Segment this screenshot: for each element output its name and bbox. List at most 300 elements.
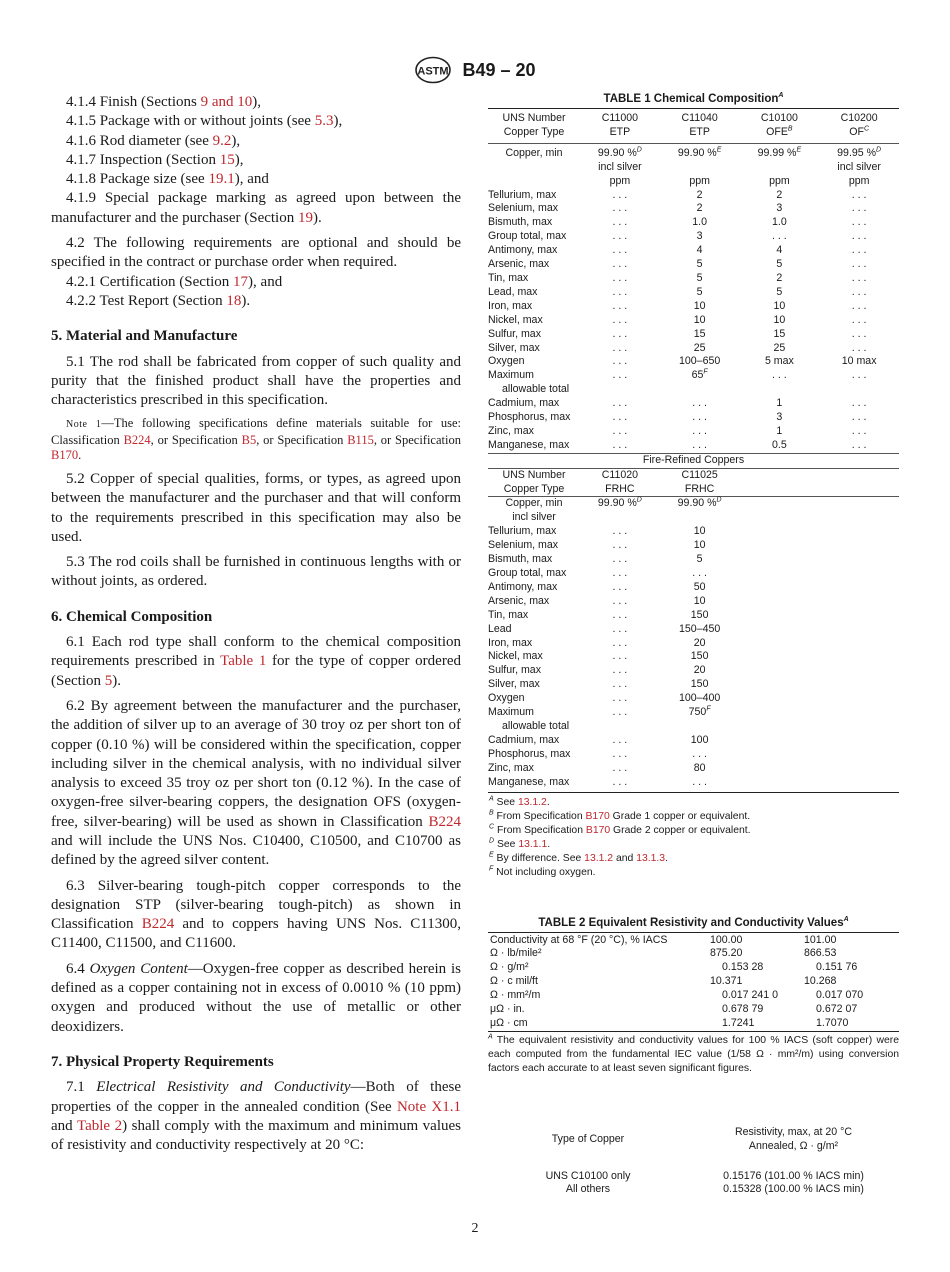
t1-copper-value: 99.90 %$^E$ [677, 146, 722, 159]
t1-fr-row-label: Selenium, max [488, 539, 559, 552]
t1-uns-value: C10200 [840, 112, 878, 124]
t2-row [488, 975, 899, 989]
t1-row-value: . . . [612, 438, 628, 451]
t1-row-value: . . . [612, 299, 628, 312]
t1-row-value: . . . [612, 355, 628, 368]
t1-row-label: Oxygen [488, 355, 525, 368]
t1-row-value: . . . [851, 271, 867, 284]
t1-row-value: . . . [612, 327, 628, 340]
t1-row-value: 1 [776, 424, 783, 437]
t1-row-label: Lead, max [488, 285, 538, 298]
t1-fr-row-value [740, 748, 820, 762]
t1-fr-row [488, 553, 899, 567]
t1-fr-row-value [819, 609, 899, 623]
t2-value-101: 10.268 [804, 975, 837, 988]
t2-value-100: 0.017 241 0 [722, 989, 778, 1002]
t1-fr-row-label: Lead [488, 622, 512, 635]
t1-copper-label: Copper, min [505, 497, 563, 510]
t2-row [488, 1017, 899, 1031]
t1-uns-value: C11000 [601, 112, 639, 124]
t1-fr-row-value: 20 [693, 636, 706, 649]
t1-footnote: $^C$ From Specification B170 Grade 2 copper or equivalent. [489, 823, 751, 836]
t1-row-value: . . . [612, 411, 628, 424]
t1-fr-row-value [819, 748, 899, 762]
t1-row-label: Iron, max [488, 299, 533, 312]
t1-fr-row-value: . . . [692, 567, 707, 579]
t1-fr-row-value [740, 762, 820, 776]
t1-row-value: 3 [776, 411, 783, 424]
page-header [0, 56, 950, 84]
t1-fr-row-value: 150 [690, 650, 709, 663]
t1-row [488, 355, 899, 369]
t1-row [488, 411, 899, 425]
t1-footnote: $^D$ See 13.1.1. [489, 837, 551, 850]
t1-uns-value: C11040 [681, 112, 718, 124]
t1-maxtotal-label: Maximum [488, 369, 534, 382]
t1-row [488, 189, 899, 203]
t1-fr-row-value: . . . [692, 747, 707, 760]
t1-footnote-link[interactable]: 13.1.1 [518, 838, 548, 850]
t1-fr-row-label: Nickel, max [488, 650, 543, 663]
t1-row-label: Cadmium, max [488, 397, 560, 410]
t1-fr-row-value: 10 [693, 539, 706, 552]
t1-ppm-value: ppm [769, 174, 790, 187]
t1-row-label: Manganese, max [488, 438, 570, 451]
link-b115[interactable]: B115 [347, 432, 374, 447]
col-head-resistivity: Resistivity, max, at 20 °C Annealed, Ω · g/m² [688, 1118, 899, 1162]
t1-fr-row-label: Sulfur, max [488, 664, 541, 677]
t1-footnote: $^B$ From Specification B170 Grade 1 copper or equivalent. [489, 809, 751, 822]
t1-row-value: . . . [851, 230, 867, 243]
t1-fr-row-value [819, 581, 899, 595]
t1-copper-value: 99.99 %$^E$ [757, 146, 802, 159]
t2-value-101: 0.017 070 [816, 989, 864, 1002]
t1-fr-row-value: . . . [612, 553, 628, 566]
t1-maxtotal-value: . . . [612, 369, 628, 382]
t2-row [488, 947, 899, 961]
t1-fr-row-label: Manganese, max [488, 776, 580, 792]
t1-fr-row-value: 80 [693, 761, 706, 774]
t1-fr-row-value [819, 734, 899, 748]
t1-fr-row-value [740, 567, 820, 581]
t1-fr-row-label: Iron, max [488, 636, 533, 649]
t1-copper-value: 99.95 %$^D$ [837, 146, 882, 159]
para-5-2: 5.2 Copper of special qualities, forms, or types, as agreed upon between the manufacturer and the purchaser and that will conform to the requirements prescribed in this specification may also be used. [51, 470, 461, 545]
t1-fr-maxtotal-value: . . . [612, 706, 628, 719]
t1-row-value: . . . [851, 244, 867, 257]
table-1-chemical-composition [488, 108, 899, 793]
t1-fr-row-value: . . . [612, 608, 628, 621]
t1-row-value: 25 [773, 341, 786, 354]
t2-value-100: 875.20 [710, 947, 743, 960]
t1-type-label: Copper Type [503, 125, 565, 138]
t1-footnote-link[interactable]: 13.1.2 [584, 852, 614, 864]
t1-silver-row-2 [488, 511, 899, 525]
t1-row-value: 3 [776, 202, 783, 215]
list-item-4-2-link-1[interactable]: 18 [226, 292, 242, 309]
table-2-resistivity [488, 932, 899, 1032]
list-item-4-1-link-1[interactable]: 5.3 [314, 113, 334, 130]
t1-fr-row-value [819, 678, 899, 692]
para-5-1: 5.1 The rod shall be fabricated from copper of such quality and purity that the finished product shall have the properties and characteristics prescribed in this specification. [51, 353, 461, 409]
t2-value-101: 866.53 [804, 947, 837, 960]
t1-row-value: 25 [693, 341, 706, 354]
link-note-x1-1[interactable]: Note X1.1 [396, 1098, 461, 1115]
t1-ppm-value: ppm [609, 174, 631, 187]
t1-fr-row-label: Phosphorus, max [488, 747, 571, 760]
t1-row [488, 314, 899, 328]
t1-fr-row [488, 525, 899, 539]
t1-fr-maxtotal-row [488, 706, 899, 720]
t1-row [488, 202, 899, 216]
t1-fr-row-value: 100 [690, 733, 709, 746]
t1-fr-maxtotal-label2: allowable total [502, 719, 570, 732]
t2-value-101: 0.672 07 [816, 1003, 858, 1016]
t1-uns-label: UNS Number [502, 112, 566, 124]
t1-row-value: . . . [851, 397, 867, 410]
t1-fr-row-value: 5 [696, 553, 703, 566]
designation: B49 – 20 [462, 59, 536, 80]
t2-value-101: 101.00 [798, 932, 899, 947]
t1-fr-row-value: . . . [612, 678, 628, 691]
t1-row-value: . . . [612, 230, 628, 243]
t1-footnote-link[interactable]: B170 [585, 810, 610, 822]
t1-copper-row [488, 143, 899, 160]
t2-row [488, 932, 899, 947]
t1-fr-row-value [740, 776, 820, 792]
t3-row [488, 1170, 899, 1184]
t1-maxtotal-row [488, 369, 899, 383]
t1-fr-row [488, 776, 899, 792]
t1-row-value: . . . [692, 438, 707, 451]
t1-fr-row-value [740, 650, 820, 664]
list-item-4-1-2: 4.1.6 Rod diameter (see 9.2), [66, 132, 241, 149]
t1-fr-row [488, 748, 899, 762]
t1-row-value: . . . [612, 202, 628, 215]
t1-fr-row-value [819, 539, 899, 553]
t1-fr-row [488, 539, 899, 553]
t2-row [488, 989, 899, 1003]
t1-fr-row-value [740, 678, 820, 692]
t1-type-value: FRHC [684, 482, 715, 495]
t2-value-100: 100.00 [698, 932, 798, 947]
t1-fr-row [488, 623, 899, 637]
t1-fr-row-value: . . . [612, 567, 628, 579]
t1-fr-row-value: . . . [612, 733, 628, 746]
t1-footnote-link[interactable]: 13.1.3 [636, 852, 666, 864]
t3-value: 0.15176 (101.00 % IACS min) [723, 1169, 864, 1182]
t1-fr-row-value [740, 623, 820, 637]
t1-fr-row-value: . . . [612, 761, 628, 774]
list-item-4-1-link-4[interactable]: 19.1 [208, 171, 235, 188]
t1-footnote-link[interactable]: 13.1.2 [517, 796, 547, 808]
t1-fr-row-label: Tellurium, max [488, 525, 557, 538]
t1-fr-row-label: Bismuth, max [488, 553, 553, 566]
t1-row [488, 439, 899, 453]
t1-fr-row-label: Antimony, max [488, 580, 558, 593]
t1-fr-row-value: . . . [612, 692, 628, 705]
t1-footnote: $^E$ By difference. See 13.1.2 and 13.1.3. [489, 851, 668, 864]
t1-silver-row [488, 161, 899, 175]
table-1-caption: TABLE 1 Chemical Composition$^A$ [603, 92, 784, 105]
t3-type: UNS C10100 only [545, 1169, 631, 1182]
t1-row [488, 272, 899, 286]
list-item-4-2-1: 4.2.2 Test Report (Section 18). [66, 292, 251, 309]
t1-row-value: . . . [851, 438, 867, 451]
col-head-resistivity-2: Annealed, Ω · g/m² [748, 1139, 839, 1152]
t1-row [488, 216, 899, 230]
heading-section-7: 7. Physical Property Requirements [51, 1053, 274, 1070]
t1-row-label: Bismuth, max [488, 216, 553, 229]
list-4-1 [51, 93, 461, 189]
link-b170[interactable]: B170 [51, 448, 79, 463]
t1-fr-row-value [740, 553, 820, 567]
left-column [51, 93, 461, 1155]
link-table-1[interactable]: Table 1 [220, 653, 267, 670]
page-number: 2 [471, 1221, 479, 1236]
link-section-5[interactable]: 5 [104, 672, 113, 689]
t1-fr-row [488, 692, 899, 706]
list-item-4-1-link-0[interactable]: 9 and 10 [200, 94, 253, 110]
t1-type-value: ETP [689, 125, 710, 138]
list-item-4-1-0: 4.1.4 Finish (Sections 9 and 10), [66, 94, 262, 110]
note-1: Note 1—The following specifications define materials suitable for use: Classification B224, or Specification B5, or Specification B115, or Specification B170. [51, 416, 461, 463]
t1-row-value: . . . [612, 424, 628, 437]
t1-fr-row-label: Group total, max [488, 567, 567, 579]
t1-type-label: Copper Type [503, 482, 565, 495]
t1-row-value: . . . [851, 327, 867, 340]
t2-row [488, 961, 899, 975]
t1-fr-row-value: . . . [612, 747, 628, 760]
t1-row-value: 3 [696, 230, 703, 243]
t1-fr-maxtotal-value: $750^F$ [688, 705, 711, 719]
t1-fr-row [488, 637, 899, 651]
t1-row-value: . . . [612, 216, 628, 229]
t1-footnote-link[interactable]: B170 [585, 824, 611, 836]
t1-copper-label: Copper, min [505, 146, 563, 159]
t1-fr-row [488, 567, 899, 581]
t2-value-101: 0.151 76 [816, 961, 858, 974]
t1-row-value: . . . [851, 216, 867, 229]
t1-row-value: . . . [851, 188, 867, 201]
t1-fr-row-value [740, 734, 820, 748]
t1-fr-row-value [740, 595, 820, 609]
t1-fr-row-value [740, 637, 820, 651]
t1-row-label: Silver, max [488, 341, 540, 354]
link-b5[interactable]: B5 [241, 432, 257, 447]
t1-fr-maxtotal-label: Maximum [488, 706, 534, 719]
t1-row-value: 1.0 [692, 216, 707, 229]
t1-fr-row [488, 664, 899, 678]
t2-label: Ω · g/m² [490, 961, 529, 974]
t1-row-value: 5 [696, 258, 703, 271]
t1-maxtotal-value: . . . [851, 369, 867, 382]
t1-uns-value: C11020 [601, 468, 639, 481]
list-4-2 [51, 273, 461, 312]
t1-row-label: Antimony, max [488, 244, 558, 257]
link-section-19[interactable]: 19 [297, 209, 313, 226]
t1-fr-row-label: Cadmium, max [488, 733, 560, 746]
t2-label: μΩ · in. [490, 1003, 525, 1016]
t2-value-100: 1.7241 [698, 1017, 798, 1031]
t1-fr-row-label: Zinc, max [488, 761, 534, 774]
t1-type-value: FRHC [605, 482, 635, 495]
t1-fr-row-value: 150 [690, 678, 709, 691]
t1-fr-row-value [819, 637, 899, 651]
t1-fr-row-value: 10 [693, 525, 706, 538]
t1-row-value: 4 [696, 244, 703, 257]
t2-value-101: 1.7070 [798, 1017, 899, 1031]
t1-fr-row-value: . . . [660, 776, 740, 792]
t1-fr-row-value [740, 664, 820, 678]
t3-type: All others [565, 1183, 611, 1196]
t1-row-value: . . . [851, 299, 867, 312]
t1-fr-row-value: 150–450 [679, 622, 721, 635]
t1-row-value: . . . [851, 202, 867, 215]
t1-row-value: 5 [696, 271, 703, 284]
para-6-1: 6.1 Each rod type shall conform to the chemical composition requirements prescribed in Table 1 for the type of copper ordered (Section 5). [51, 634, 461, 689]
t1-row-value: 10 max [841, 355, 877, 368]
t1-copper-value: 99.90 %$^D$ [597, 146, 642, 159]
t1-fr-row-value [819, 525, 899, 539]
link-b224-2[interactable]: B224 [428, 813, 461, 830]
t1-uns-value: C10100 [760, 112, 798, 124]
list-item-4-2-link-0[interactable]: 17 [233, 273, 249, 290]
link-b224[interactable]: B224 [123, 432, 151, 447]
t1-row-value: 5 max [764, 355, 794, 368]
t1-uns-label: UNS Number [502, 468, 566, 481]
table-2-caption: TABLE 2 Equivalent Resistivity and Conductivity Values$^A$ [538, 915, 849, 929]
t1-row [488, 258, 899, 272]
col-head-type: Type of Copper [551, 1132, 625, 1145]
list-item-4-1-link-3[interactable]: 15 [219, 151, 235, 168]
t1-maxtotal-value: $65^F$ [691, 368, 708, 382]
t1-silver-value [740, 161, 820, 175]
t1-row-value: 1.0 [772, 216, 787, 229]
t1-row [488, 230, 899, 244]
t1-fr-row-value: . . . [612, 580, 628, 593]
link-b224-3[interactable]: B224 [141, 916, 175, 933]
t1-row-label: Arsenic, max [488, 258, 550, 271]
t1-row-value: 10 [693, 299, 706, 312]
list-item-4-2-0: 4.2.1 Certification (Section 17), and [66, 273, 283, 290]
t1-row [488, 244, 899, 258]
t2-label: Ω · lb/mile² [490, 947, 542, 960]
t1-silver-value: incl silver [837, 160, 881, 173]
t1-ppm-value: ppm [689, 174, 710, 187]
t1-row-value: . . . [612, 244, 628, 257]
t1-row [488, 300, 899, 314]
t1-row-value: . . . [612, 258, 628, 271]
table-resistivity-max [488, 1118, 899, 1198]
table-1-footnotes [488, 796, 899, 880]
t1-row-label: Sulfur, max [488, 327, 541, 340]
t1-fr-row-value: 20 [693, 664, 706, 677]
t1-fr-row-value [819, 553, 899, 567]
para-6-3: 6.3 Silver-bearing tough-pitch copper corresponds to the designation STP (silver-bearing tough-pitch) as shown in Classification B224 and to coppers having UNS Nos. C11300, C11400, C11500, and C11600. [51, 877, 461, 952]
t1-row-value: 5 [776, 285, 783, 298]
t1-row-value: 5 [696, 285, 703, 298]
t1-uns-value: C11025 [681, 468, 718, 481]
t1-fr-row [488, 650, 899, 664]
t1-fr-row-value [740, 609, 820, 623]
t1-maxtotal-label2: allowable total [502, 383, 570, 396]
table-2-footnote: $^A$ The equivalent resistivity and conductivity values for 100 % IACS (soft copper) were each computed from the fundamental IEC value (1/58 Ω · mm²/m) using conversion factors each accurate to at least seven significant figures. [488, 1033, 899, 1074]
t1-fr-row [488, 734, 899, 748]
t1-fr-row-value [740, 525, 820, 539]
t1-fr-maxtotal-row2 [488, 720, 899, 734]
t1-type-value: ETP [609, 125, 631, 138]
t1-row-value: . . . [612, 285, 628, 298]
t1-row [488, 328, 899, 342]
t1-row-label: Tellurium, max [488, 188, 557, 201]
t1-row-value: . . . [612, 313, 628, 326]
t1-row-value: 2 [776, 188, 783, 201]
t1-type-value: $OF^C$ [849, 125, 870, 138]
link-table-2[interactable]: Table 2 [76, 1117, 123, 1134]
t1-fr-row-value [819, 692, 899, 706]
t2-label: Conductivity at 68 °F (20 °C), % IACS [488, 932, 698, 947]
t3-row [488, 1183, 899, 1197]
para-6-4: 6.4 Oxygen Content—Oxygen-free copper as described herein is defined as a copper containing not in excess of 0.0010 % (10 ppm) oxygen and produced without the use of metallic or other deoxidizers. [51, 960, 461, 1035]
t1-copper-row-2 [488, 497, 899, 511]
t1-row-value: . . . [851, 285, 867, 298]
para-4-2: 4.2 The following requirements are optional and should be specified in the contract or purchase order when required. [51, 235, 461, 271]
t1-row-value: . . . [612, 271, 628, 284]
t1-type-value: $OFE^B$ [766, 125, 793, 138]
t2-label: Ω · c mil/ft [490, 975, 538, 988]
t1-row-value: 2 [776, 271, 783, 284]
t1-uns-row-2 [488, 468, 899, 482]
t1-ppm-row [488, 175, 899, 189]
t1-fr-row-value: . . . [612, 622, 628, 635]
t1-fire-refined-heading [488, 453, 899, 468]
t1-row-value: 4 [776, 244, 783, 257]
t1-fr-row-label: Tin, max [488, 608, 529, 621]
t1-silver-label: incl silver [512, 511, 556, 524]
t1-row-value: . . . [851, 341, 867, 354]
t2-label: μΩ · cm [488, 1017, 698, 1031]
t1-fr-row-value: . . . [612, 664, 628, 677]
t1-row-value: . . . [692, 397, 707, 410]
t1-fr-row-value: . . . [612, 636, 628, 649]
list-item-4-1-4: 4.1.8 Package size (see 19.1), and [66, 171, 269, 188]
right-column [488, 93, 899, 1197]
t1-fr-row-value [819, 595, 899, 609]
t1-row-value: . . . [851, 258, 867, 271]
t2-label: Ω · mm²/m [490, 989, 541, 1002]
t1-fr-row-value: . . . [580, 776, 660, 792]
t1-fr-row-label: Oxygen [488, 692, 525, 705]
t1-ppm-value: ppm [848, 174, 870, 187]
t1-row-value: . . . [851, 313, 867, 326]
t1-fr-row-value [740, 539, 820, 553]
t1-fr-row-value: 50 [693, 580, 706, 593]
t1-row-value: 2 [696, 188, 703, 201]
t1-silver-value: incl silver [598, 160, 642, 173]
t2-value-100: 0.153 28 [722, 961, 764, 974]
t1-row [488, 286, 899, 300]
t1-row-value: 15 [773, 327, 786, 340]
t1-copper-value: 99.90 %$^D$ [677, 496, 722, 510]
t1-row-value: 10 [773, 313, 786, 326]
t1-row [488, 425, 899, 439]
t1-fr-row-value [740, 692, 820, 706]
t1-row-label: Selenium, max [488, 202, 559, 215]
t1-fr-row-value [819, 650, 899, 664]
t1-copper-value: 99.90 %$^D$ [597, 496, 642, 510]
list-item-4-1-link-2[interactable]: 9.2 [212, 132, 232, 149]
